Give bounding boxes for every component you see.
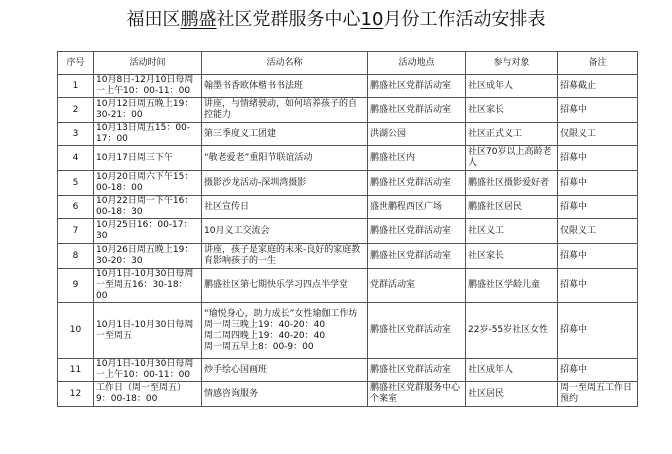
header-name: 活动名称 [202, 52, 368, 75]
row-no: 1 [58, 75, 94, 98]
title-month: 10 [360, 9, 384, 30]
row-time: 10月22日周一下午16：00-18：30 [94, 196, 202, 219]
row-target: 社区成年人 [466, 359, 558, 382]
row-place: 洪湖公园 [368, 123, 466, 146]
row-time: 10月13日周五15：00-17：00 [94, 123, 202, 146]
row-place: 党群活动室 [368, 269, 466, 303]
row-time: 10月20日周六下午15：00-18：00 [94, 171, 202, 196]
row-time: 10月1日-10月30日每周一至周五 [94, 303, 202, 359]
row-name: 10月义工交流会 [202, 219, 368, 244]
header-target: 参与对象 [466, 52, 558, 75]
page-title [0, 8, 672, 32]
header-time: 活动时间 [94, 52, 202, 75]
row-target: 22岁-55岁社区女性 [466, 303, 558, 359]
row-time: 10月17日周三下午 [94, 146, 202, 171]
row-place: 鹏盛社区党群活动室 [368, 219, 466, 244]
row-target: 社区正式义工 [466, 123, 558, 146]
table-row [58, 244, 638, 269]
row-time: 10月8日-12月10日每周一上午10：00-11：00 [94, 75, 202, 98]
table-row [58, 146, 638, 171]
title-district: 福田区 [126, 9, 181, 30]
title-suffix: 月份工作活动安排表 [383, 9, 546, 30]
row-no: 12 [58, 382, 94, 407]
row-time: 10月1日-10月30日每周一上午10：00-11：00 [94, 359, 202, 382]
row-note: 招募中 [558, 196, 638, 219]
row-note: 招募中 [558, 269, 638, 303]
row-note: 仅限义工 [558, 219, 638, 244]
row-no: 4 [58, 146, 94, 171]
row-name: 社区宣传日 [202, 196, 368, 219]
row-no: 3 [58, 123, 94, 146]
row-name: 炒手绘心国画班 [202, 359, 368, 382]
row-place: 鹏盛社区党群活动室 [368, 359, 466, 382]
row-note: 招募中 [558, 98, 638, 123]
row-target: 社区家长 [466, 244, 558, 269]
header-note: 备注 [558, 52, 638, 75]
row-target: 社区成年人 [466, 75, 558, 98]
row-target: 鹏盛社区摄影爱好者 [466, 171, 558, 196]
title-center: 社区党群服务中心 [216, 9, 361, 30]
row-time: 工作日（周一至周五）9：00-18：00 [94, 382, 202, 407]
row-place: 鹏盛社区党群服务中心个案室 [368, 382, 466, 407]
row-note: 招募中 [558, 303, 638, 359]
row-note: 招募截止 [558, 75, 638, 98]
row-no: 9 [58, 269, 94, 303]
table-row [58, 123, 638, 146]
header-row [58, 52, 638, 75]
row-name: 讲座，孩子是家庭的未来-良好的家庭教育影响孩子的一生 [202, 244, 368, 269]
row-place: 鹏盛社区党群活动室 [368, 303, 466, 359]
schedule-table [57, 51, 638, 407]
row-no: 5 [58, 171, 94, 196]
table-row [58, 303, 638, 359]
table-row [58, 196, 638, 219]
table-row [58, 269, 638, 303]
row-no: 11 [58, 359, 94, 382]
row-time: 10月25日16：00-17：30 [94, 219, 202, 244]
table-row [58, 359, 638, 382]
row-name: 第三季度义工团建 [202, 123, 368, 146]
row-target: 鹏盛社区居民 [466, 196, 558, 219]
row-place: 盛世鹏程西区广场 [368, 196, 466, 219]
row-no: 2 [58, 98, 94, 123]
row-name: “敬老爱老”重阳节联谊活动 [202, 146, 368, 171]
row-place: 鹏盛社区党群活动室 [368, 75, 466, 98]
row-target: 社区居民 [466, 382, 558, 407]
row-note: 招募中 [558, 359, 638, 382]
row-target: 社区家长 [466, 98, 558, 123]
row-time: 10月1日-10月30日每周一至周五16：30-18：00 [94, 269, 202, 303]
row-place: 鹏盛社区内 [368, 146, 466, 171]
row-no: 8 [58, 244, 94, 269]
row-name: 翰墨书香欧体楷书书法班 [202, 75, 368, 98]
title-community: 鹏盛 [180, 9, 217, 30]
row-target: 鹏盛社区学龄儿童 [466, 269, 558, 303]
row-place: 鹏盛社区党群活动室 [368, 98, 466, 123]
row-target: 社区70岁以上高龄老人 [466, 146, 558, 171]
row-name: 摄影沙龙活动-深圳湾摄影 [202, 171, 368, 196]
table-row [58, 75, 638, 98]
row-time: 10月12日周五晚上19：30-21：00 [94, 98, 202, 123]
row-note: 仅限义工 [558, 123, 638, 146]
row-no: 7 [58, 219, 94, 244]
row-time: 10月26日周五晚上19：30-20：30 [94, 244, 202, 269]
row-no: 6 [58, 196, 94, 219]
header-no: 序号 [58, 52, 94, 75]
row-name: 情感咨询服务 [202, 382, 368, 407]
table-row [58, 382, 638, 407]
row-place: 鹏盛社区党群活动室 [368, 171, 466, 196]
header-place: 活动地点 [368, 52, 466, 75]
table-row [58, 98, 638, 123]
row-note: 招募中 [558, 171, 638, 196]
row-target: 社区义工 [466, 219, 558, 244]
row-name: “瑜悦身心，助力成长”女性瑜伽工作坊 周一周三晚上19：40-20：40 周二周四晚上19：40-20：40 周一周五早上8：00-9：00 [202, 303, 368, 359]
row-note: 周一至周五工作日预约 [558, 382, 638, 407]
table-row [58, 219, 638, 244]
row-note: 招募中 [558, 146, 638, 171]
row-no: 10 [58, 303, 94, 359]
row-name: 鹏盛社区第七期快乐学习四点半学堂 [202, 269, 368, 303]
row-name: 讲座，与情绪驶动，如何培养孩子的自控能力 [202, 98, 368, 123]
row-note: 招募中 [558, 244, 638, 269]
table-row [58, 171, 638, 196]
row-place: 鹏盛社区党群活动室 [368, 244, 466, 269]
